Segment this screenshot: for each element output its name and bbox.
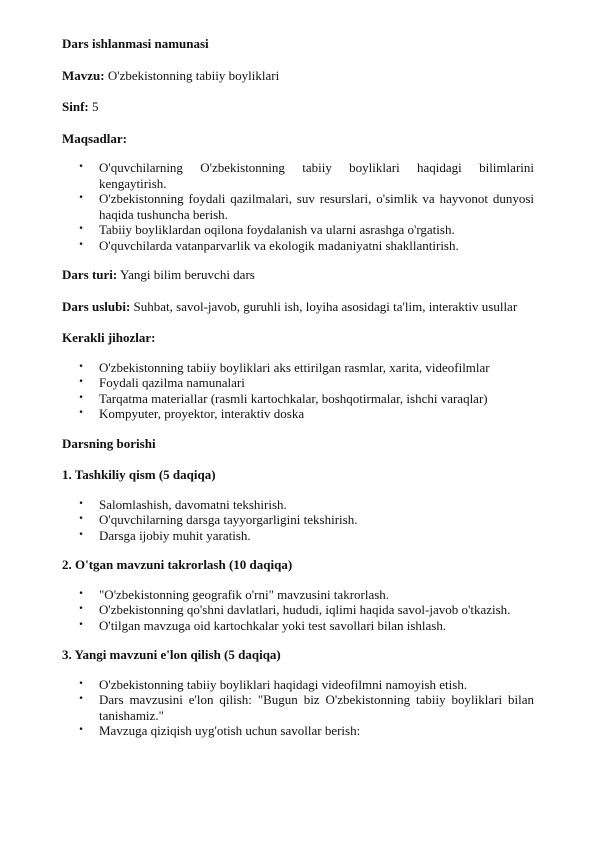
section3-list — [62, 677, 534, 739]
bullet-icon: • — [78, 224, 84, 234]
goals-heading: Maqsadlar: — [62, 130, 127, 146]
list-item: • Kompyuter, proyektor, interaktiv doska — [62, 406, 534, 422]
bullet-icon: • — [78, 725, 84, 735]
topic-value: O'zbekistonning tabiiy boyliklari — [107, 67, 280, 83]
lesson-method-line — [62, 299, 534, 315]
list-item: • "O'zbekistonning geografik o'rni" mavzusini takrorlash. — [62, 587, 534, 603]
bullet-icon: • — [78, 529, 84, 540]
topic-label: Mavzu: — [62, 67, 105, 83]
section-heading: 1. Tashkiliy qism (5 daqiqa) — [62, 467, 216, 482]
bullet-icon: • — [78, 193, 84, 203]
list-item: • O'quvchilarning O'zbekistonning tabiiy boyliklari haqidagi bilimlarini kengaytirish. — [62, 160, 534, 191]
bullet-icon: • — [78, 239, 84, 250]
grade-value: 5 — [91, 99, 99, 114]
bullet-icon: • — [78, 392, 84, 403]
list-item: • Mavzuga qiziqish uyg'otish uchun savollar berish: — [62, 723, 534, 739]
bullet-icon: • — [78, 588, 84, 599]
lesson-method-label: Dars uslubi: — [62, 298, 131, 314]
lesson-type-value: Yangi bilim beruvchi dars — [120, 267, 255, 282]
document-title: Dars ishlanmasi namunasi — [62, 36, 209, 51]
bullet-icon: • — [78, 619, 84, 630]
section-heading: 3. Yangi mavzuni e'lon qilish (5 daqiqa) — [62, 647, 281, 662]
bullet-icon: • — [78, 162, 84, 172]
lesson-type-line — [62, 267, 534, 283]
list-item: • Salomlashish, davomatni tekshirish. — [62, 497, 534, 513]
grade-line — [62, 99, 534, 115]
bullet-icon: • — [78, 694, 84, 704]
section2-list — [62, 587, 534, 634]
list-item: • Dars mavzusini e'lon qilish: "Bugun biz O'zbekistonning tabiiy boyliklari bilan tanishamiz." — [62, 692, 534, 723]
list-item: • Tarqatma materiallar (rasmli kartochkalar, boshqotirmalar, ishchi varaqlar) — [62, 391, 534, 407]
goals-list — [62, 160, 534, 253]
section1-list — [62, 497, 534, 544]
equipment-list — [62, 360, 534, 422]
bullet-icon: • — [78, 678, 84, 689]
progress-heading: Darsning borishi — [62, 435, 156, 451]
list-item: • Foydali qazilma namunalari — [62, 375, 534, 391]
bullet-icon: • — [78, 377, 84, 387]
list-item: • O'zbekistonning foydali qazilmalari, suv resurslari, o'simlik va hayvonot dunyosi haqida tushuncha berish. — [62, 191, 534, 222]
bullet-icon: • — [78, 408, 84, 418]
list-item: • O'quvchilarning darsga tayyorgarligini tekshirish. — [62, 512, 534, 528]
lesson-method-value: Suhbat, savol-javob, guruhli ish, loyiha asosidagi ta'lim, interaktiv usullar — [133, 298, 518, 314]
bullet-icon: • — [78, 498, 84, 509]
topic-line — [62, 68, 534, 84]
list-item: • O'quvchilarda vatanparvarlik va ekologik madaniyatni shakllantirish. — [62, 238, 534, 254]
list-item: • Tabiiy boyliklardan oqilona foydalanish va ularni asrashga o'rgatish. — [62, 222, 534, 238]
bullet-icon: • — [78, 604, 84, 614]
list-item: • O'zbekistonning tabiiy boyliklari aks ettirilgan rasmlar, xarita, videofilmlar — [62, 360, 534, 376]
document-body — [62, 36, 534, 739]
list-item: • O'tilgan mavzuga oid kartochkalar yoki test savollari bilan ishlash. — [62, 618, 534, 634]
list-item: • O'zbekistonning tabiiy boyliklari haqidagi videofilmni namoyish etish. — [62, 677, 534, 693]
bullet-icon: • — [78, 361, 84, 372]
bullet-icon: • — [78, 514, 84, 524]
list-item: • O'zbekistonning qo'shni davlatlari, hududi, iqlimi haqida savol-javob o'tkazish. — [62, 602, 534, 618]
lesson-type-label: Dars turi: — [62, 267, 118, 282]
grade-label: Sinf: — [62, 99, 89, 114]
list-item: • Darsga ijobiy muhit yaratish. — [62, 528, 534, 544]
section-heading: 2. O'tgan mavzuni takrorlash (10 daqiqa) — [62, 557, 293, 572]
equipment-heading: Kerakli jihozlar: — [62, 330, 156, 345]
